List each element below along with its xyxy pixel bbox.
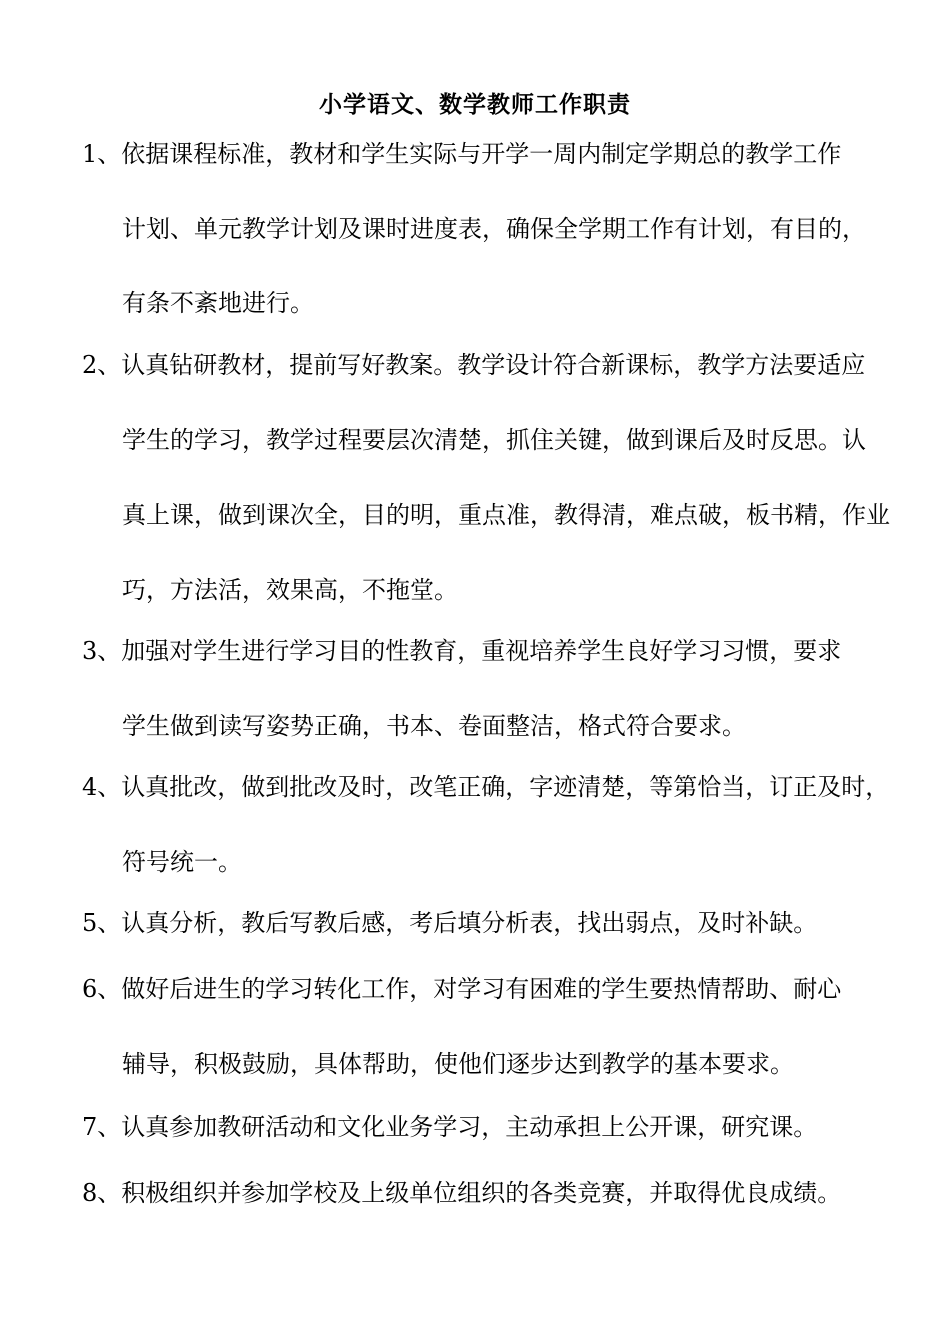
- item-3-line-2: 学生做到读写姿势正确，书本、卷面整洁，格式符合要求。: [122, 712, 746, 740]
- item-5-line-1: 5、认真分析，教后写教后感，考后填分析表，找出弱点，及时补缺。: [82, 909, 818, 937]
- item-2-line-4: 巧，方法活，效果高，不拖堂。: [122, 576, 458, 604]
- item-2-line-2: 学生的学习，教学过程要层次清楚，抓住关键，做到课后及时反思。认: [122, 426, 866, 454]
- item-1-line-2: 计划、单元教学计划及课时进度表，确保全学期工作有计划，有目的，: [122, 215, 866, 243]
- item-7-line-1: 7、认真参加教研活动和文化业务学习，主动承担上公开课，研究课。: [82, 1113, 818, 1141]
- item-6-line-2: 辅导，积极鼓励，具体帮助，使他们逐步达到教学的基本要求。: [122, 1050, 794, 1078]
- item-3-line-1: 3、加强对学生进行学习目的性教育，重视培养学生良好学习习惯，要求: [82, 637, 842, 665]
- item-1-line-3: 有条不紊地进行。: [122, 289, 314, 317]
- item-4-line-2: 符号统一。: [122, 848, 242, 876]
- document-title: 小学语文、数学教师工作职责: [319, 91, 631, 118]
- item-6-line-1: 6、做好后进生的学习转化工作，对学习有困难的学生要热情帮助、耐心: [82, 975, 842, 1003]
- item-4-line-1: 4、认真批改，做到批改及时，改笔正确，字迹清楚，等第恰当，订正及时，: [82, 773, 890, 801]
- item-8-line-1: 8、积极组织并参加学校及上级单位组织的各类竞赛，并取得优良成绩。: [82, 1179, 842, 1207]
- item-1-line-1: 1、依据课程标准，教材和学生实际与开学一周内制定学期总的教学工作: [82, 140, 842, 168]
- item-2-line-3: 真上课，做到课次全，目的明，重点准，教得清，难点破，板书精，作业: [122, 501, 890, 529]
- item-2-line-1: 2、认真钻研教材，提前写好教案。教学设计符合新课标，教学方法要适应: [82, 351, 866, 379]
